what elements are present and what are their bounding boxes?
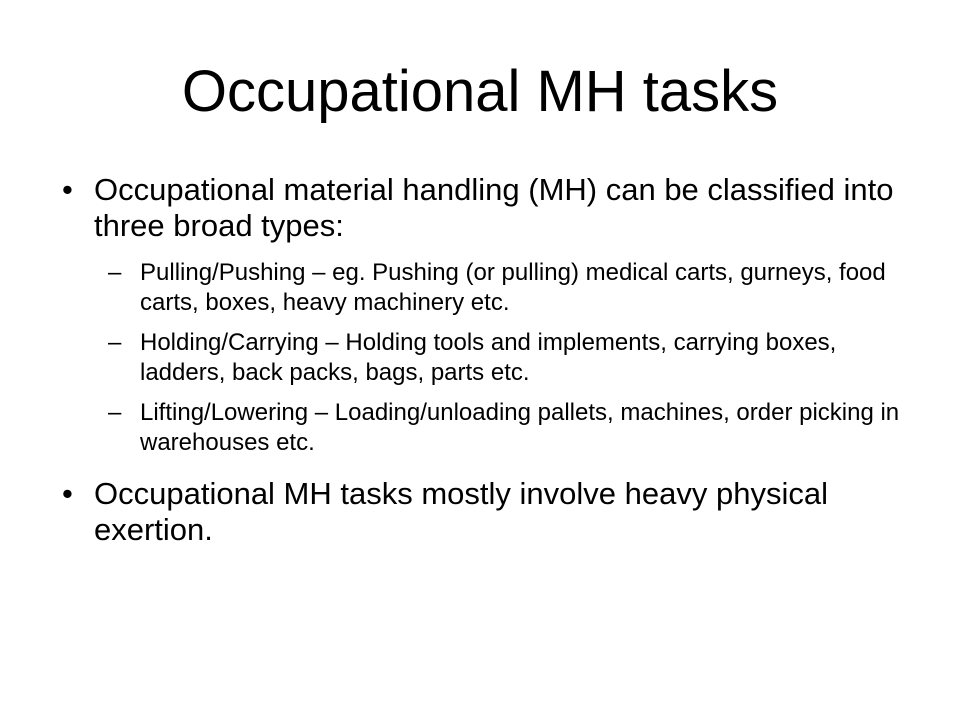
sub-bullet-list <box>62 258 922 458</box>
slide-title: Occupational MH tasks <box>181 59 779 124</box>
bullet-text: Occupational MH tasks mostly involve heavy physical exertion. <box>94 476 828 547</box>
sub-bullet-text: Lifting/Lowering – Loading/unloading pallets, machines, order picking in warehouses etc. <box>140 399 900 456</box>
bullet-item <box>62 172 922 244</box>
sub-bullet-text: Pulling/Pushing – eg. Pushing (or pulling) medical carts, gurneys, food carts, boxes, heavy machinery etc. <box>140 259 886 316</box>
sub-bullet-marker: – <box>108 399 122 426</box>
sub-bullet-marker: – <box>108 259 122 286</box>
sub-bullet-item <box>62 328 922 388</box>
bullet-marker: • <box>62 172 73 207</box>
bullet-item <box>62 476 922 548</box>
sub-bullet-item <box>62 398 922 458</box>
bullet-marker: • <box>62 476 73 511</box>
sub-bullet-item <box>62 258 922 318</box>
sub-bullet-text: Holding/Carrying – Holding tools and implements, carrying boxes, ladders, back packs, bags, parts etc. <box>140 329 837 386</box>
bullet-text: Occupational material handling (MH) can be classified into three broad types: <box>94 172 894 243</box>
sub-bullet-marker: – <box>108 329 122 356</box>
slide-content <box>62 172 922 566</box>
